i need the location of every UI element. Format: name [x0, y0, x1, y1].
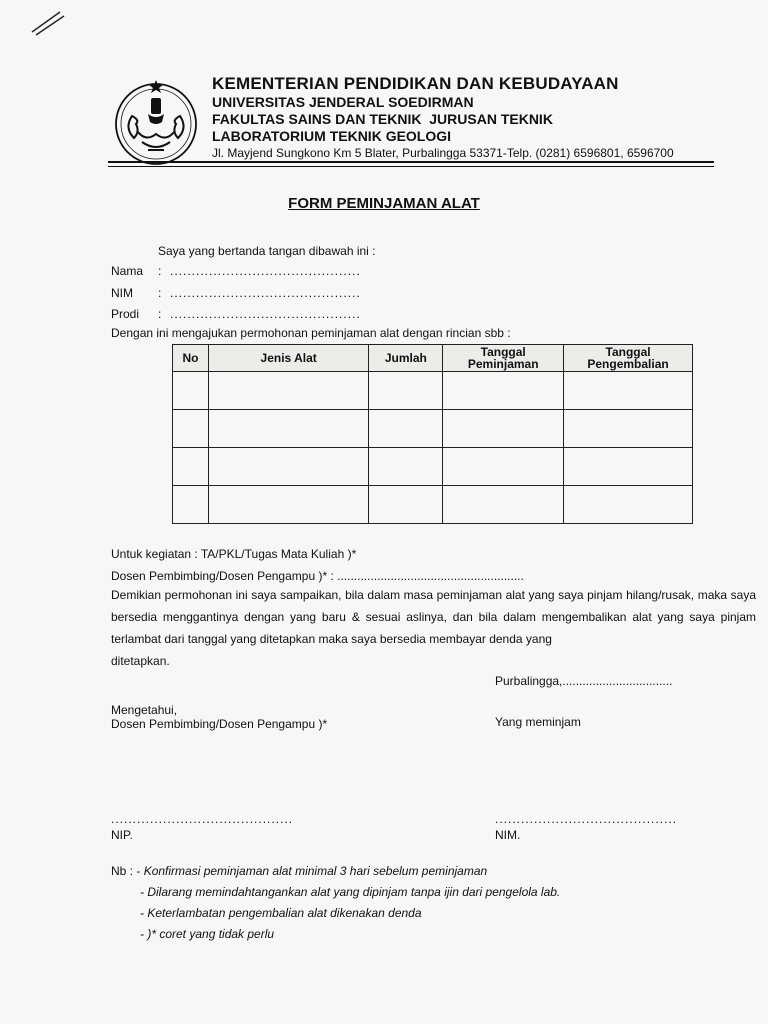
- letterhead-rule-thin: [108, 166, 714, 167]
- notes-prefix: Nb : -: [111, 864, 141, 878]
- statement-paragraph: [111, 584, 756, 672]
- field-colon: :: [158, 307, 162, 321]
- table-cell[interactable]: [208, 372, 369, 410]
- header-line: Tanggal: [605, 345, 651, 359]
- nip-label: NIP.: [111, 828, 133, 842]
- nim-input-line[interactable]: ............................................: [170, 286, 361, 300]
- header-line: Tanggal: [480, 345, 526, 359]
- table-cell[interactable]: [208, 448, 369, 486]
- letterhead-rule-thick: [108, 161, 714, 163]
- header-jenis-alat: Jenis Alat: [208, 345, 369, 372]
- table-cell[interactable]: [443, 410, 564, 448]
- note-item: Konfirmasi peminjaman alat minimal 3 hari sebelum peminjaman: [143, 864, 488, 878]
- header-no: No: [173, 345, 209, 372]
- nim-label: NIM.: [495, 828, 521, 842]
- activity-line: Untuk kegiatan : TA/PKL/Tugas Mata Kuliah )*: [111, 547, 357, 561]
- university-logo-icon: [110, 76, 202, 168]
- table-row: [173, 448, 693, 486]
- ministry-name: KEMENTERIAN PENDIDIKAN DAN KEBUDAYAAN: [212, 74, 619, 93]
- header-tanggal-pengembalian: [564, 345, 693, 372]
- table-cell[interactable]: [443, 448, 564, 486]
- statement-body: Demikian permohonan ini saya sampaikan, bila dalam masa peminjaman alat yang saya pinjam hilang/rusak, maka saya bersedia menggantinya dengan yang baru & sesuai aslinya, dan bila dalam mengembalikan alat yang saya pinjam terlambat dari tanggal yang ditetapkan maka saya bersedia membayar denda yang: [111, 588, 756, 646]
- supervisor-role: Dosen Pembimbing/Dosen Pengampu )*: [111, 717, 328, 731]
- header-line: Peminjaman: [467, 357, 539, 371]
- field-label-prodi: Prodi: [111, 307, 140, 321]
- lab-address: Jl. Mayjend Sungkono Km 5 Blater, Purbalingga 53371-Telp. (0281) 6596801, 6596700: [212, 146, 674, 160]
- request-text: Dengan ini mengajukan permohonan peminjaman alat dengan rincian sbb :: [111, 326, 511, 340]
- notes-block: [111, 863, 487, 879]
- table-cell[interactable]: [564, 410, 693, 448]
- table-cell[interactable]: [173, 372, 209, 410]
- table-cell[interactable]: [369, 372, 443, 410]
- table-cell[interactable]: [173, 448, 209, 486]
- table-cell[interactable]: [369, 486, 443, 524]
- supervisor-line: Dosen Pembimbing/Dosen Pengampu )* : ........................................................: [111, 569, 524, 583]
- table-cell[interactable]: [369, 448, 443, 486]
- table-cell[interactable]: [564, 372, 693, 410]
- equipment-table: [172, 344, 693, 524]
- field-colon: :: [158, 264, 162, 278]
- header-jumlah: Jumlah: [369, 345, 443, 372]
- note-item: - Dilarang memindahtangankan alat yang dipinjam tanpa ijin dari pengelola lab.: [140, 885, 561, 899]
- letterhead: [212, 74, 674, 162]
- supervisor-signature-line[interactable]: ..........................................: [111, 812, 294, 826]
- table-row: [173, 372, 693, 410]
- table-cell[interactable]: [369, 410, 443, 448]
- form-title: FORM PEMINJAMAN ALAT: [288, 195, 480, 212]
- place-date-line: Purbalingga,.................................: [495, 674, 673, 688]
- table-cell[interactable]: [208, 486, 369, 524]
- faculty-name: FAKULTAS SAINS DAN TEKNIK JURUSAN TEKNIK: [212, 111, 553, 127]
- table-cell[interactable]: [173, 410, 209, 448]
- note-item: - Keterlambatan pengembalian alat dikenakan denda: [140, 906, 422, 920]
- field-label-nim: NIM: [111, 286, 133, 300]
- acknowledged-heading: Mengetahui,: [111, 703, 178, 717]
- borrower-signature-line[interactable]: ..........................................: [495, 812, 678, 826]
- nama-input-line[interactable]: ............................................: [170, 264, 361, 278]
- header-line: Pengembalian: [587, 357, 669, 371]
- table-cell[interactable]: [443, 486, 564, 524]
- field-colon: :: [158, 286, 162, 300]
- table-cell[interactable]: [443, 372, 564, 410]
- table-cell[interactable]: [208, 410, 369, 448]
- note-item: - )* coret yang tidak perlu: [140, 927, 275, 941]
- borrower-role: Yang meminjam: [495, 715, 581, 729]
- lab-name: LABORATORIUM TEKNIK GEOLOGI: [212, 128, 452, 144]
- university-name: UNIVERSITAS JENDERAL SOEDIRMAN: [212, 94, 474, 110]
- table-cell[interactable]: [564, 448, 693, 486]
- header-tanggal-peminjaman: [443, 345, 564, 372]
- pen-mark: [30, 8, 66, 36]
- statement-end: ditetapkan.: [111, 654, 170, 668]
- table-row: [173, 486, 693, 524]
- intro-text: Saya yang bertanda tangan dibawah ini :: [158, 244, 376, 258]
- table-row: [173, 410, 693, 448]
- table-header-row: [173, 345, 693, 372]
- prodi-input-line[interactable]: ............................................: [170, 307, 361, 321]
- field-label-nama: Nama: [111, 264, 144, 278]
- table-cell[interactable]: [564, 486, 693, 524]
- table-cell[interactable]: [173, 486, 209, 524]
